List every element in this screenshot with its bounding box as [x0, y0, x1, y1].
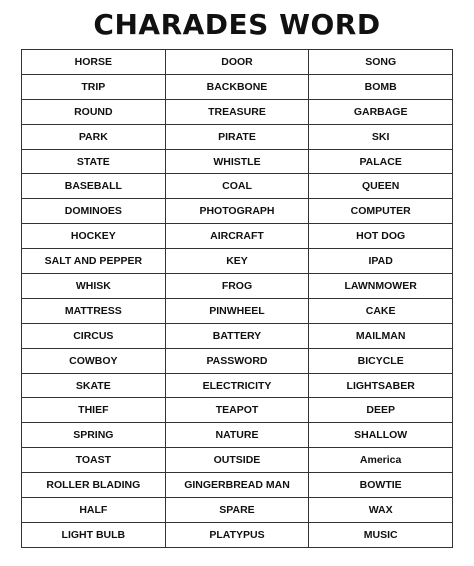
word-cell: WHISTLE — [165, 149, 309, 174]
word-cell: PINWHEEL — [165, 298, 309, 323]
word-cell: PIRATE — [165, 124, 309, 149]
word-cell: WHISK — [22, 274, 166, 299]
word-cell: SONG — [309, 50, 453, 75]
word-cell: SPARE — [165, 498, 309, 523]
table-row — [22, 398, 453, 423]
word-cell: ROLLER BLADING — [22, 473, 166, 498]
word-cell: PALACE — [309, 149, 453, 174]
table-row — [22, 174, 453, 199]
charades-word-table — [21, 49, 453, 548]
word-cell: PASSWORD — [165, 348, 309, 373]
word-cell: BATTERY — [165, 323, 309, 348]
word-cell: COWBOY — [22, 348, 166, 373]
word-cell: THIEF — [22, 398, 166, 423]
word-cell: HALF — [22, 498, 166, 523]
table-row — [22, 323, 453, 348]
word-cell: MAILMAN — [309, 323, 453, 348]
word-cell: DOMINOES — [22, 199, 166, 224]
word-cell: PHOTOGRAPH — [165, 199, 309, 224]
word-cell: LIGHTSABER — [309, 373, 453, 398]
word-cell: ROUND — [22, 99, 166, 124]
table-row — [22, 473, 453, 498]
table-row — [22, 74, 453, 99]
word-cell: ELECTRICITY — [165, 373, 309, 398]
table-row — [22, 373, 453, 398]
word-cell: AIRCRAFT — [165, 224, 309, 249]
word-cell: America — [309, 448, 453, 473]
table-row — [22, 348, 453, 373]
word-cell: COAL — [165, 174, 309, 199]
word-cell: SHALLOW — [309, 423, 453, 448]
table-row — [22, 124, 453, 149]
page-title: CHARADES WORD — [93, 8, 381, 41]
word-cell: HOCKEY — [22, 224, 166, 249]
word-cell: DEEP — [309, 398, 453, 423]
word-cell: CAKE — [309, 298, 453, 323]
word-cell: BOWTIE — [309, 473, 453, 498]
word-cell: CIRCUS — [22, 323, 166, 348]
word-cell: FROG — [165, 274, 309, 299]
table-row — [22, 498, 453, 523]
table-row — [22, 298, 453, 323]
word-cell: TEAPOT — [165, 398, 309, 423]
word-cell: TREASURE — [165, 99, 309, 124]
word-cell: GINGERBREAD MAN — [165, 473, 309, 498]
word-cell: SKATE — [22, 373, 166, 398]
word-cell: BICYCLE — [309, 348, 453, 373]
word-cell: SPRING — [22, 423, 166, 448]
word-cell: SALT AND PEPPER — [22, 249, 166, 274]
word-cell: STATE — [22, 149, 166, 174]
word-cell: BOMB — [309, 74, 453, 99]
word-cell: KEY — [165, 249, 309, 274]
word-cell: OUTSIDE — [165, 448, 309, 473]
table-row — [22, 199, 453, 224]
word-cell: BACKBONE — [165, 74, 309, 99]
word-cell: GARBAGE — [309, 99, 453, 124]
word-cell: HOT DOG — [309, 224, 453, 249]
word-cell: PLATYPUS — [165, 522, 309, 547]
word-cell: HORSE — [22, 50, 166, 75]
word-cell: WAX — [309, 498, 453, 523]
word-cell: PARK — [22, 124, 166, 149]
word-cell: LIGHT BULB — [22, 522, 166, 547]
table-row — [22, 149, 453, 174]
word-table-body — [22, 50, 453, 548]
word-cell: MATTRESS — [22, 298, 166, 323]
table-row — [22, 50, 453, 75]
word-cell: MUSIC — [309, 522, 453, 547]
table-row — [22, 99, 453, 124]
word-cell: SKI — [309, 124, 453, 149]
word-cell: TOAST — [22, 448, 166, 473]
table-row — [22, 224, 453, 249]
table-row — [22, 423, 453, 448]
table-row — [22, 522, 453, 547]
word-cell: IPAD — [309, 249, 453, 274]
table-row — [22, 448, 453, 473]
word-cell: NATURE — [165, 423, 309, 448]
table-row — [22, 249, 453, 274]
table-row — [22, 274, 453, 299]
word-cell: TRIP — [22, 74, 166, 99]
word-cell: COMPUTER — [309, 199, 453, 224]
word-cell: LAWNMOWER — [309, 274, 453, 299]
word-cell: QUEEN — [309, 174, 453, 199]
word-cell: DOOR — [165, 50, 309, 75]
word-cell: BASEBALL — [22, 174, 166, 199]
